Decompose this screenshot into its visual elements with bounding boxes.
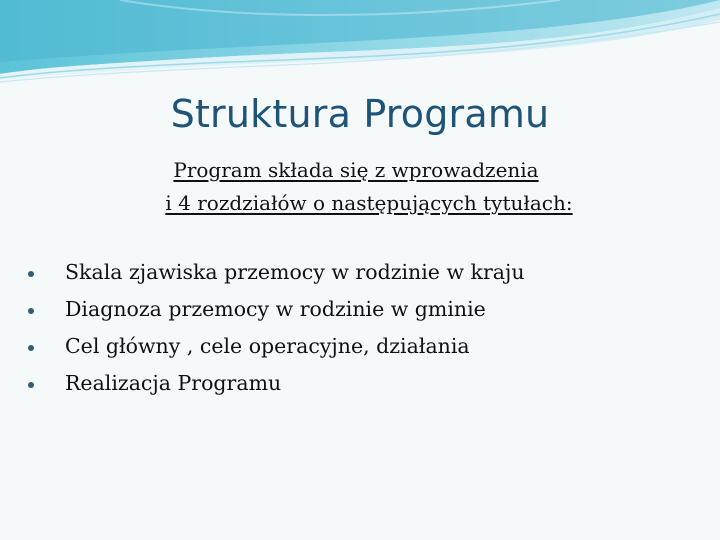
bullet-icon — [28, 345, 34, 351]
bullet-icon — [28, 308, 34, 314]
header-wave-decoration — [0, 0, 720, 90]
bullet-text: Cel główny , cele operacyjne, działania — [65, 334, 470, 358]
subtitle-line-2: i 4 rozdziałów o następujących tytułach: — [165, 191, 573, 215]
bullet-icon — [28, 382, 34, 388]
bullet-icon — [28, 271, 34, 277]
bullet-text: Skala zjawiska przemocy w rodzinie w kraju — [65, 260, 525, 284]
slide-title: Struktura Programu — [170, 92, 550, 136]
bullet-text: Realizacja Programu — [65, 371, 282, 395]
subtitle-line-1: Program składa się z wprowadzenia — [173, 158, 539, 182]
bullet-text: Diagnoza przemocy w rodzinie w gminie — [65, 297, 486, 321]
